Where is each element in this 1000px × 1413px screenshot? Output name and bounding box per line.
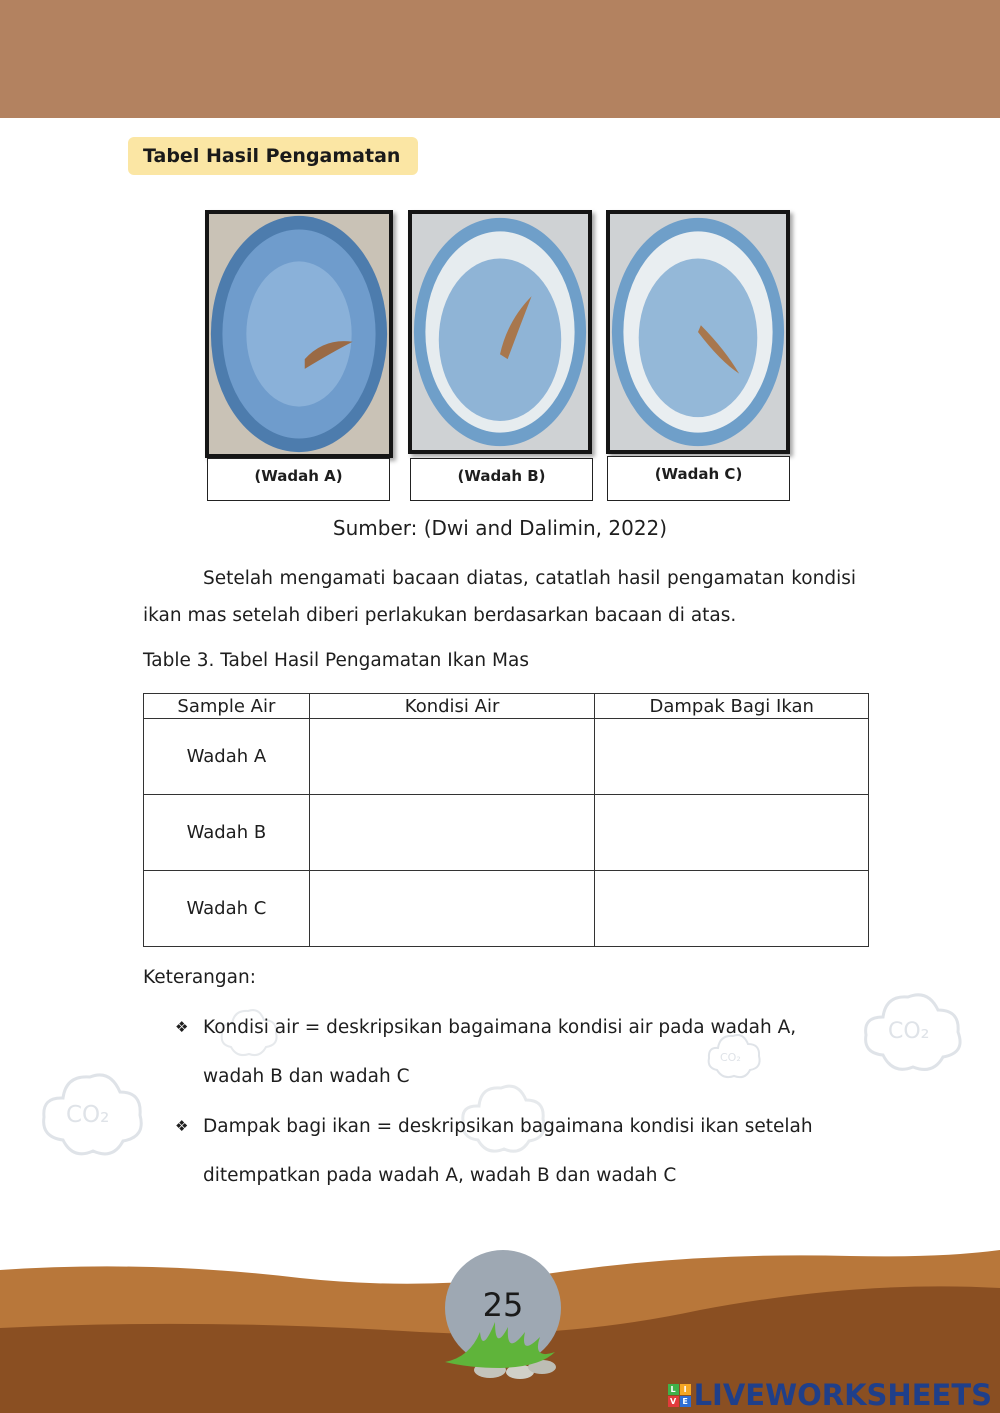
grass-icon xyxy=(440,1312,565,1382)
basin-b-image xyxy=(412,214,588,450)
header-kondisi-air: Kondisi Air xyxy=(309,694,595,719)
photo-wadah-c xyxy=(606,210,790,454)
diamond-bullet-icon: ❖ xyxy=(175,1018,189,1036)
answer-cell-dampak-c[interactable] xyxy=(595,871,869,947)
instruction-paragraph: Setelah mengamati bacaan diatas, catatlah hasil pengamatan kondisi ikan mas setelah diberi perlakukan berdasarkan bacaan di atas. xyxy=(143,568,856,626)
co2-cloud-icon xyxy=(38,1065,148,1165)
svg-text:CO₂: CO₂ xyxy=(888,1019,930,1044)
table-row xyxy=(144,719,869,795)
header-dampak-ikan: Dampak Bagi Ikan xyxy=(595,694,869,719)
photo-caption-c: (Wadah C) xyxy=(607,456,790,501)
note-line: Dampak bagi ikan = deskripsikan bagaimana kondisi ikan setelah xyxy=(203,1116,813,1137)
table-row xyxy=(144,795,869,871)
observation-table xyxy=(143,693,869,947)
image-source: Sumber: (Dwi and Dalimin, 2022) xyxy=(332,516,668,540)
basin-c-image xyxy=(610,214,786,450)
answer-cell-kondisi-b[interactable] xyxy=(309,795,595,871)
svg-text:CO₂: CO₂ xyxy=(720,1051,741,1064)
row-label-wadah-b: Wadah B xyxy=(144,795,310,871)
table-caption: Table 3. Tabel Hasil Pengamatan Ikan Mas xyxy=(143,650,529,671)
answer-cell-kondisi-c[interactable] xyxy=(309,871,595,947)
answer-cell-kondisi-a[interactable] xyxy=(309,719,595,795)
note-item-dampak-ikan xyxy=(175,1102,865,1200)
note-item-kondisi-air xyxy=(175,1003,865,1101)
answer-cell-dampak-a[interactable] xyxy=(595,719,869,795)
note-line: ditempatkan pada wadah A, wadah B dan wadah C xyxy=(203,1165,677,1186)
section-label: Tabel Hasil Pengamatan xyxy=(128,137,418,175)
note-line: Kondisi air = deskripsikan bagaimana kondisi air pada wadah A, xyxy=(203,1017,797,1038)
liveworksheets-logo-icon: L I V E xyxy=(668,1384,691,1407)
photo-caption-a: (Wadah A) xyxy=(207,458,390,501)
basin-a-image xyxy=(209,214,389,454)
svg-text:CO₂: CO₂ xyxy=(66,1102,110,1128)
top-header-band xyxy=(0,0,1000,118)
photo-caption-b: (Wadah B) xyxy=(410,458,593,501)
table-header-row xyxy=(144,694,869,719)
notes-title: Keterangan: xyxy=(143,967,256,988)
table-row xyxy=(144,871,869,947)
note-line: wadah B dan wadah C xyxy=(203,1066,410,1087)
co2-cloud-icon xyxy=(858,985,968,1080)
diamond-bullet-icon: ❖ xyxy=(175,1117,189,1135)
row-label-wadah-c: Wadah C xyxy=(144,871,310,947)
page-number: 25 xyxy=(445,1250,561,1366)
brand-name: LIVEWORKSHEETS xyxy=(693,1378,992,1412)
photo-wadah-b xyxy=(408,210,592,454)
header-sample-air: Sample Air xyxy=(144,694,310,719)
row-label-wadah-a: Wadah A xyxy=(144,719,310,795)
answer-cell-dampak-b[interactable] xyxy=(595,795,869,871)
liveworksheets-brand xyxy=(668,1378,992,1412)
photo-wadah-a xyxy=(205,210,393,458)
